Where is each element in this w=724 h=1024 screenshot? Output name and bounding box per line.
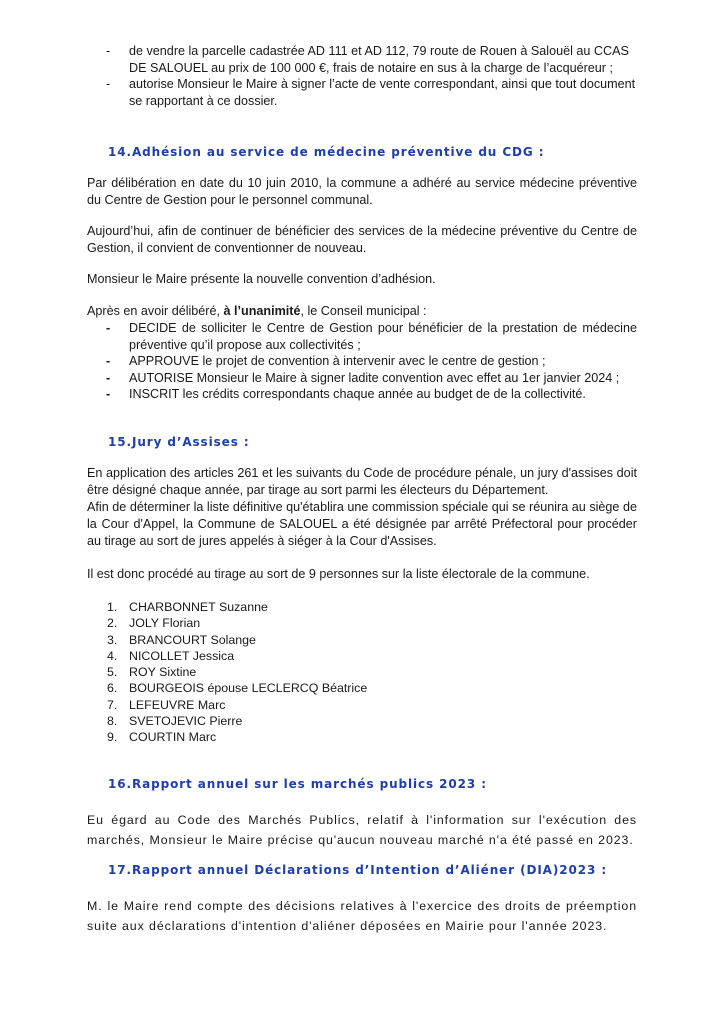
dash-bullet: - (106, 44, 111, 58)
list-item: 1. CHARBONNET Suzanne (107, 600, 268, 614)
section-14-paragraph-2: Aujourd’hui, afin de continuer de bénéficier des services de la médecine préventive du Centre de Gestion, il convient de conventionner de nouveau. (87, 224, 637, 255)
list-item: - APPROUVE le projet de convention à intervenir avec le centre de gestion ; (106, 354, 546, 368)
list-item: 9. COURTIN Marc (107, 730, 217, 745)
section-14-paragraph-3: Monsieur le Maire présente la nouvelle convention d’adhésion. (87, 272, 436, 286)
dash-bullet: - (106, 354, 111, 368)
list-item: - DECIDE de solliciter le Centre de Gestion pour bénéficier de la prestation de médecine préventive qu’il propose aux collectivités ; (106, 321, 637, 352)
list-item: 7. LEFEUVRE Marc (107, 697, 226, 712)
list-item: 6. BOURGEOIS épouse LECLERCQ Béatrice (107, 681, 368, 696)
section-14-paragraph-4: Après en avoir délibéré, à l’unanimité, le Conseil municipal : (87, 304, 427, 318)
dash-bullet: - (106, 387, 111, 401)
section-16-heading: 16.Rapport annuel sur les marchés publics 2023 : (108, 777, 487, 791)
dash-bullet: - (106, 370, 111, 385)
list-item: 2. JOLY Florian (107, 616, 201, 631)
section-15-paragraph-1: En application des articles 261 et les suivants du Code de procédure pénale, un jury d'assises doit être désigné chaque année, par tirage au sort parmi les électeurs du Département. (87, 466, 637, 497)
dash-bullet: - (106, 77, 111, 91)
list-item: 3. BRANCOURT Solange (107, 632, 256, 647)
section-14-paragraph-1: Par délibération en date du 10 juin 2010, la commune a adhéré au service médecine préventive du Centre de Gestion pour le personnel communal. (87, 176, 637, 207)
section-14-heading: 14.Adhésion au service de médecine préventive du CDG : (108, 145, 545, 159)
list-item: 8. SVETOJEVIC Pierre (107, 714, 243, 729)
section-17-paragraph-1: M. le Maire rend compte des décisions relatives à l'exercice des droits de préemption suite aux déclarations d'intention d'aliéner déposées en Mairie pour l'année 2023. (87, 899, 637, 933)
list-item: - AUTORISE Monsieur le Maire à signer ladite convention avec effet au 1er janvier 2024 ; (106, 370, 620, 385)
section-14-bullet-list (87, 320, 637, 403)
section-15-paragraph-3: Il est donc procédé au tirage au sort de 9 personnes sur la liste électorale de la commune. (87, 567, 590, 581)
list-item: 5. ROY Sixtine (107, 665, 197, 680)
juror-list (87, 599, 367, 746)
list-item: 4. NICOLLET Jessica (107, 648, 235, 663)
intro-bullet-list (87, 43, 637, 109)
list-item: - autorise Monsieur le Maire à signer l’acte de vente correspondant, ainsi que tout document se rapportant à ce dossier. (106, 77, 636, 108)
section-16-paragraph-1: Eu égard au Code des Marchés Publics, relatif à l'information sur l'exécution des marchés, Monsieur le Maire précise qu'aucun nouveau marché n'a été passé en 2023. (87, 813, 637, 847)
list-item: - INSCRIT les crédits correspondants chaque année au budget de de la collectivité. (106, 387, 586, 401)
dash-bullet: - (106, 321, 111, 335)
section-15-paragraph-2: Afin de déterminer la liste définitive qu'établira une commission spéciale qui se réunira au siège de la Cour d'Appel, la Commune de SALOUEL a été désignée par arrêté Préfectoral pour procéder au tirage au sort de jures appelés à siéger à la Cour d'Assises. (87, 500, 637, 548)
list-item: - de vendre la parcelle cadastrée AD 111 et AD 112, 79 route de Rouen à Salouël au CCAS DE SALOUEL au prix de 100 000 €, frais de notaire en sus à la charge de l’acquéreur ; (106, 44, 629, 75)
section-17-heading: 17.Rapport annuel Déclarations d’Intention d’Aliéner (DIA)2023 : (108, 863, 608, 877)
section-15-heading: 15.Jury d’Assises : (108, 435, 250, 449)
